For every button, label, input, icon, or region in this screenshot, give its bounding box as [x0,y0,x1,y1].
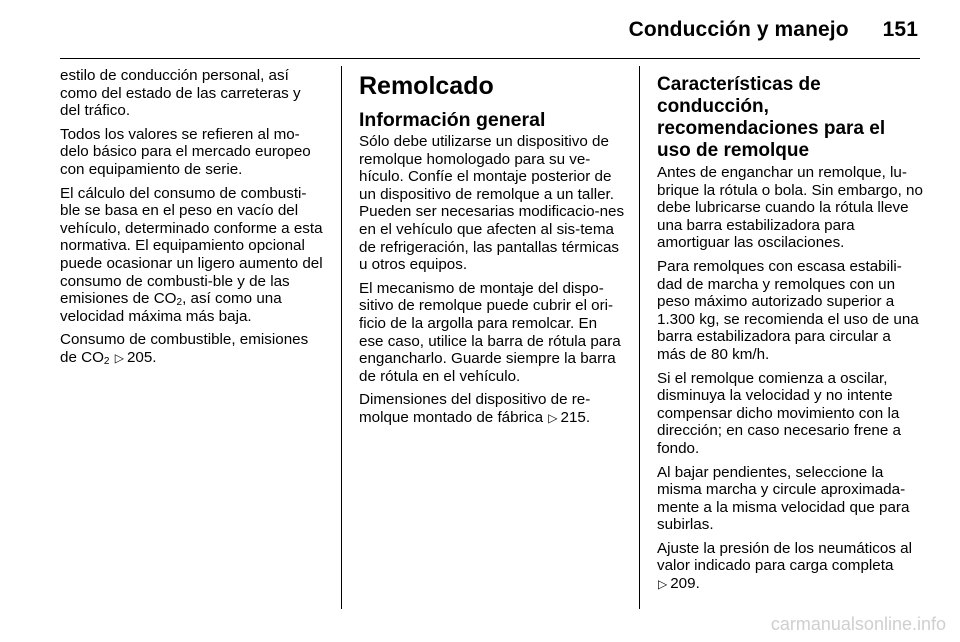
paragraph: estilo de conducción personal, así como del estado de las carreteras y del tráfico. [60,67,301,120]
column-right [657,67,923,600]
subsection-heading: Información general [359,109,546,131]
column-left [60,67,324,374]
paragraph: Todos los valores se refieren al mo-delo básico para el mercado europeo con equipamiento de serie. [60,125,311,178]
paragraph: Antes de enganchar un remolque, lu-brique la rótula o bola. Sin embargo, no debe lubricarse cuando la rótula lleve una barra estabilizadora para amortiguar las oscilaciones. [657,164,923,252]
paragraph: Sólo debe utilizarse un dispositivo de remolque homologado para su ve-hículo. Confíe el montaje posterior de un dispositivo de remolque a un taller. Pueden ser necesarias modificacio-nes en el vehículo que afecten al sis-tema de refrigeración, las pantallas térmicas u otros equipos. [359,133,625,274]
watermark: carmanualsonline.info [770,614,946,634]
paragraph [657,540,923,594]
paragraph: Para remolques con escasa estabili-dad de marcha y remolques con un peso máximo autorizado superior a 1.300 kg, se recomienda el uso de una barra estabilizadora para circular a más de 80 km/h. [657,257,919,363]
paragraph [60,331,324,367]
subsection-heading: Características de conducción, recomendaciones para el uso de remolque [657,74,886,161]
reference-arrow-icon: ▷ [658,577,668,592]
text: Ajuste la presión de los neumáticos al valor indicado para carga completa [657,539,912,575]
page-title: Conducción y manejo [628,18,849,41]
paragraph: El mecanismo de montaje del dispo-sitivo de remolque puede cubrir el ori-ficio de la argolla para remolcar. En ese caso, utilice la barra de rótula para engancharlo. Guarde siempre la barra de rótula en el vehículo. [359,279,621,385]
page-number: 151 [882,18,918,41]
paragraph: Al bajar pendientes, seleccione la misma marcha y circule aproximada-mente a la misma velocidad que para subirlas. [657,463,910,534]
reference-arrow-icon: ▷ [114,350,124,365]
subscript: 2 [103,355,110,367]
paragraph [60,185,324,326]
page-reference[interactable]: 215. [560,408,591,426]
subscript: 2 [176,297,183,309]
column-divider [639,66,640,609]
text: Dimensiones del dispositivo de re-molque montado de fábrica [359,391,591,426]
page-header [629,18,918,42]
text: Consumo de combustible, emisiones de CO [60,331,309,366]
header-rule [60,58,920,59]
page-reference[interactable]: 205. [126,348,157,366]
text: , así como una velocidad máxima más baja. [60,290,282,325]
column-middle [359,67,625,434]
page-reference[interactable]: 209. [670,575,700,593]
paragraph: Si el remolque comienza a oscilar, disminuya la velocidad y no intente compensar dicho movimiento con la dirección; en caso necesario frene a fondo. [657,369,901,457]
paragraph [359,391,625,427]
text: El cálculo del consumo de combusti-ble se basa en el peso en vacío del vehículo, determinado conforme a esta normativa. El equipamiento opcional puede ocasionar un ligero aumento del consumo de combusti-ble y de las emisiones de CO [60,184,323,308]
reference-arrow-icon: ▷ [548,410,558,425]
section-heading: Remolcado [359,72,494,100]
column-divider [341,66,342,609]
